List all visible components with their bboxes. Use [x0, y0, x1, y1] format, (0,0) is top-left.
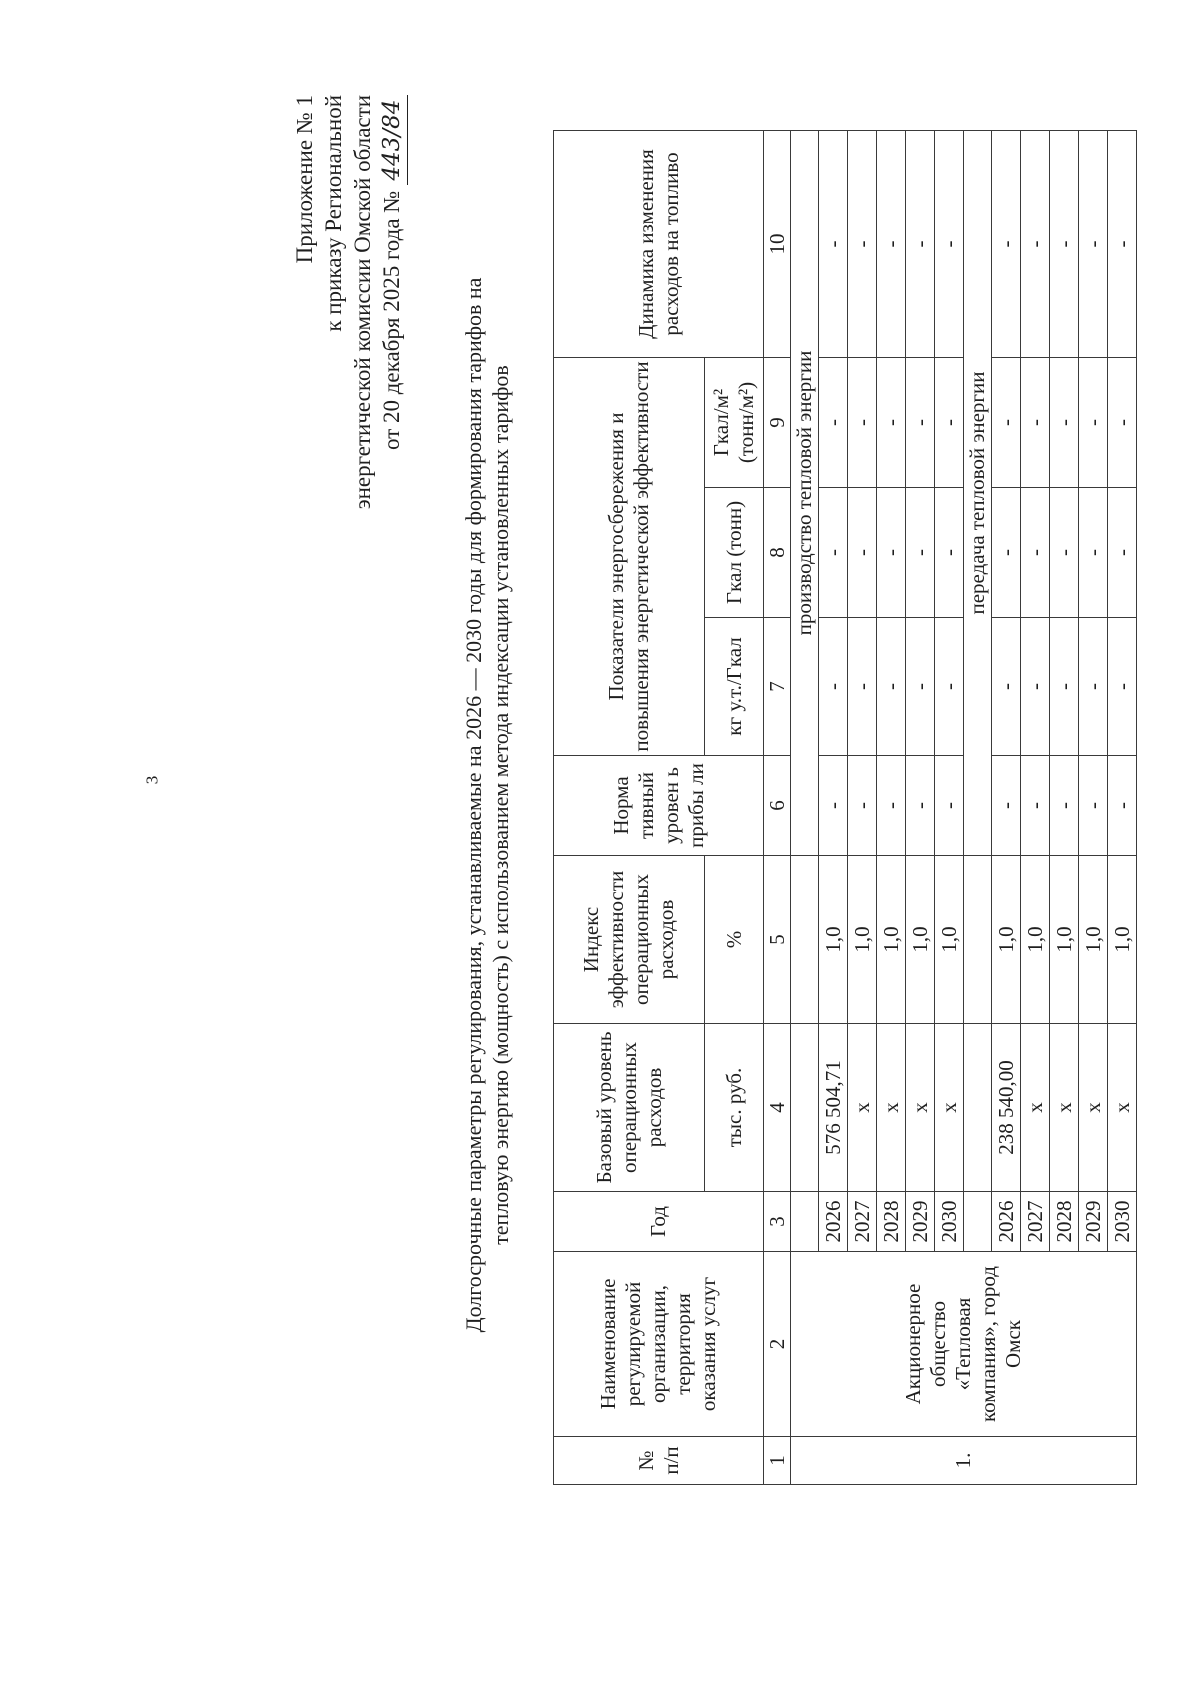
- appendix-line-1: Приложение № 1: [292, 95, 317, 264]
- column-numbers-row: [764, 130, 791, 1484]
- header-fuel-dynamics: Динамика изменения расходов на топливо: [554, 130, 764, 357]
- unit-index: %: [705, 856, 764, 1024]
- energy-kg-cell: -: [1108, 618, 1137, 756]
- base-level-cell: х: [1050, 1024, 1079, 1192]
- row-number: 1.: [791, 1437, 1137, 1485]
- energy-gcal-cell: -: [935, 488, 964, 618]
- energy-kg-cell: -: [1021, 618, 1050, 756]
- energy-gcal-cell: -: [848, 488, 877, 618]
- base-level-cell: х: [1108, 1024, 1137, 1192]
- fuel-dynamics-cell: -: [1050, 130, 1079, 357]
- year-cell: 2027: [1021, 1192, 1050, 1252]
- fuel-dynamics-cell: -: [848, 130, 877, 357]
- index-cell: 1,0: [819, 856, 848, 1024]
- year-cell: 2029: [1079, 1192, 1108, 1252]
- index-cell: 1,0: [877, 856, 906, 1024]
- energy-kg-cell: -: [877, 618, 906, 756]
- column-number: 7: [764, 618, 791, 756]
- column-number: 9: [764, 357, 791, 487]
- energy-gcal-cell: -: [1108, 488, 1137, 618]
- energy-kg-cell: -: [992, 618, 1021, 756]
- norm-profit-cell: -: [819, 756, 848, 856]
- base-level-cell: х: [848, 1024, 877, 1192]
- energy-kg-cell: -: [1079, 618, 1108, 756]
- energy-gcal-m2-cell: -: [877, 357, 906, 487]
- energy-kg-cell: -: [1050, 618, 1079, 756]
- appendix-line-2: к приказу Региональной: [321, 95, 346, 332]
- norm-profit-cell: -: [1108, 756, 1137, 856]
- title-line-2: тепловую энергию (мощность) с использованием метода индексации установленных тарифов: [488, 365, 513, 1245]
- column-number: 3: [764, 1192, 791, 1252]
- column-number: 8: [764, 488, 791, 618]
- energy-kg-cell: -: [819, 618, 848, 756]
- column-number: 10: [764, 130, 791, 357]
- fuel-dynamics-cell: -: [906, 130, 935, 357]
- index-cell: 1,0: [1050, 856, 1079, 1024]
- index-cell: 1,0: [1079, 856, 1108, 1024]
- title-line-1: Долгосрочные параметры регулирования, устанавливаемые на 2026 — 2030 годы для формирования тарифов на: [461, 277, 486, 1333]
- section-blank-cell: [791, 856, 819, 1024]
- index-cell: 1,0: [1108, 856, 1137, 1024]
- energy-kg-cell: -: [848, 618, 877, 756]
- energy-gcal-m2-cell: -: [848, 357, 877, 487]
- fuel-dynamics-cell: -: [819, 130, 848, 357]
- fuel-dynamics-cell: -: [992, 130, 1021, 357]
- fuel-dynamics-cell: -: [935, 130, 964, 357]
- energy-gcal-cell: -: [906, 488, 935, 618]
- section-blank-cell: [964, 856, 992, 1024]
- energy-gcal-cell: -: [992, 488, 1021, 618]
- energy-gcal-m2-cell: -: [935, 357, 964, 487]
- fuel-dynamics-cell: -: [877, 130, 906, 357]
- year-cell: 2027: [848, 1192, 877, 1252]
- header-organization: Наименование регулируемой организации, территория оказания услуг: [554, 1252, 764, 1437]
- appendix-date: от 20 декабря 2025 года №: [379, 190, 404, 451]
- index-cell: 1,0: [1021, 856, 1050, 1024]
- year-cell: 2028: [877, 1192, 906, 1252]
- energy-kg-cell: -: [906, 618, 935, 756]
- header-year: Год: [554, 1192, 764, 1252]
- document-title: [460, 65, 514, 1545]
- year-cell: 2026: [819, 1192, 848, 1252]
- index-cell: 1,0: [906, 856, 935, 1024]
- header-energy-saving: Показатели энергосбережения и повышения энергетической эффективности: [554, 357, 705, 755]
- energy-gcal-cell: -: [819, 488, 848, 618]
- norm-profit-cell: -: [1021, 756, 1050, 856]
- energy-gcal-m2-cell: -: [1021, 357, 1050, 487]
- energy-gcal-m2-cell: -: [1108, 357, 1137, 487]
- index-cell: 1,0: [848, 856, 877, 1024]
- column-number: 4: [764, 1024, 791, 1192]
- energy-gcal-m2-cell: -: [906, 357, 935, 487]
- base-level-cell: х: [1021, 1024, 1050, 1192]
- energy-gcal-m2-cell: -: [992, 357, 1021, 487]
- section-blank-cell: [964, 1024, 992, 1192]
- energy-gcal-cell: -: [1021, 488, 1050, 618]
- energy-gcal-m2-cell: -: [1079, 357, 1108, 487]
- fuel-dynamics-cell: -: [1108, 130, 1137, 357]
- base-level-cell: х: [906, 1024, 935, 1192]
- base-level-cell: 576 504,71: [819, 1024, 848, 1192]
- header-efficiency-index: Индекс эффективности операционных расходов: [554, 856, 705, 1024]
- appendix-line-4: [377, 95, 408, 509]
- energy-gcal-cell: -: [877, 488, 906, 618]
- unit-base: тыс. руб.: [705, 1024, 764, 1192]
- column-number: 6: [764, 756, 791, 856]
- header-base-level: Базовый уровень операционных расходов: [554, 1024, 705, 1192]
- column-number: 5: [764, 856, 791, 1024]
- parameters-table: [553, 130, 1137, 1485]
- year-cell: 2030: [1108, 1192, 1137, 1252]
- norm-profit-cell: -: [877, 756, 906, 856]
- appendix-block: [290, 95, 408, 509]
- unit-col-9: Гкал/м² (тонн/м²): [705, 357, 764, 487]
- appendix-line-3: энергетической комиссии Омской области: [350, 95, 375, 510]
- fuel-dynamics-cell: -: [1021, 130, 1050, 357]
- fuel-dynamics-cell: -: [1079, 130, 1108, 357]
- energy-gcal-cell: -: [1079, 488, 1108, 618]
- section-blank-cell: [964, 1192, 992, 1252]
- year-cell: 2026: [992, 1192, 1021, 1252]
- base-level-cell: 238 540,00: [992, 1024, 1021, 1192]
- energy-gcal-m2-cell: -: [1050, 357, 1079, 487]
- energy-gcal-cell: -: [1050, 488, 1079, 618]
- norm-profit-cell: -: [848, 756, 877, 856]
- norm-profit-cell: -: [992, 756, 1021, 856]
- base-level-cell: х: [1079, 1024, 1108, 1192]
- norm-profit-cell: -: [1079, 756, 1108, 856]
- norm-profit-cell: -: [906, 756, 935, 856]
- unit-col-7: кг у.т./Гкал: [705, 618, 764, 756]
- section-row: [791, 130, 819, 1484]
- document-sheet: [270, 65, 1170, 1545]
- section-blank-cell: [791, 1192, 819, 1252]
- column-number: 1: [764, 1437, 791, 1485]
- section-title: производство тепловой энергии: [791, 130, 819, 855]
- year-cell: 2029: [906, 1192, 935, 1252]
- norm-profit-cell: -: [1050, 756, 1079, 856]
- section-blank-cell: [791, 1024, 819, 1192]
- year-cell: 2030: [935, 1192, 964, 1252]
- column-number: 2: [764, 1252, 791, 1437]
- year-cell: 2028: [1050, 1192, 1079, 1252]
- energy-gcal-m2-cell: -: [819, 357, 848, 487]
- energy-kg-cell: -: [935, 618, 964, 756]
- header-no: № п/п: [554, 1437, 764, 1485]
- header-normative-profit: Норма тивный уровен ь прибы ли: [554, 756, 764, 856]
- unit-col-8: Гкал (тонн): [705, 488, 764, 618]
- norm-profit-cell: -: [935, 756, 964, 856]
- index-cell: 1,0: [992, 856, 1021, 1024]
- header-row-1: [554, 130, 705, 1484]
- order-number-handwritten: 443/84: [378, 95, 408, 185]
- organization-name: Акционерное общество «Тепловая компания», город Омск: [791, 1252, 1137, 1437]
- base-level-cell: х: [935, 1024, 964, 1192]
- page-number: 3: [142, 775, 162, 785]
- section-title: передача тепловой энергии: [964, 130, 992, 855]
- index-cell: 1,0: [935, 856, 964, 1024]
- base-level-cell: х: [877, 1024, 906, 1192]
